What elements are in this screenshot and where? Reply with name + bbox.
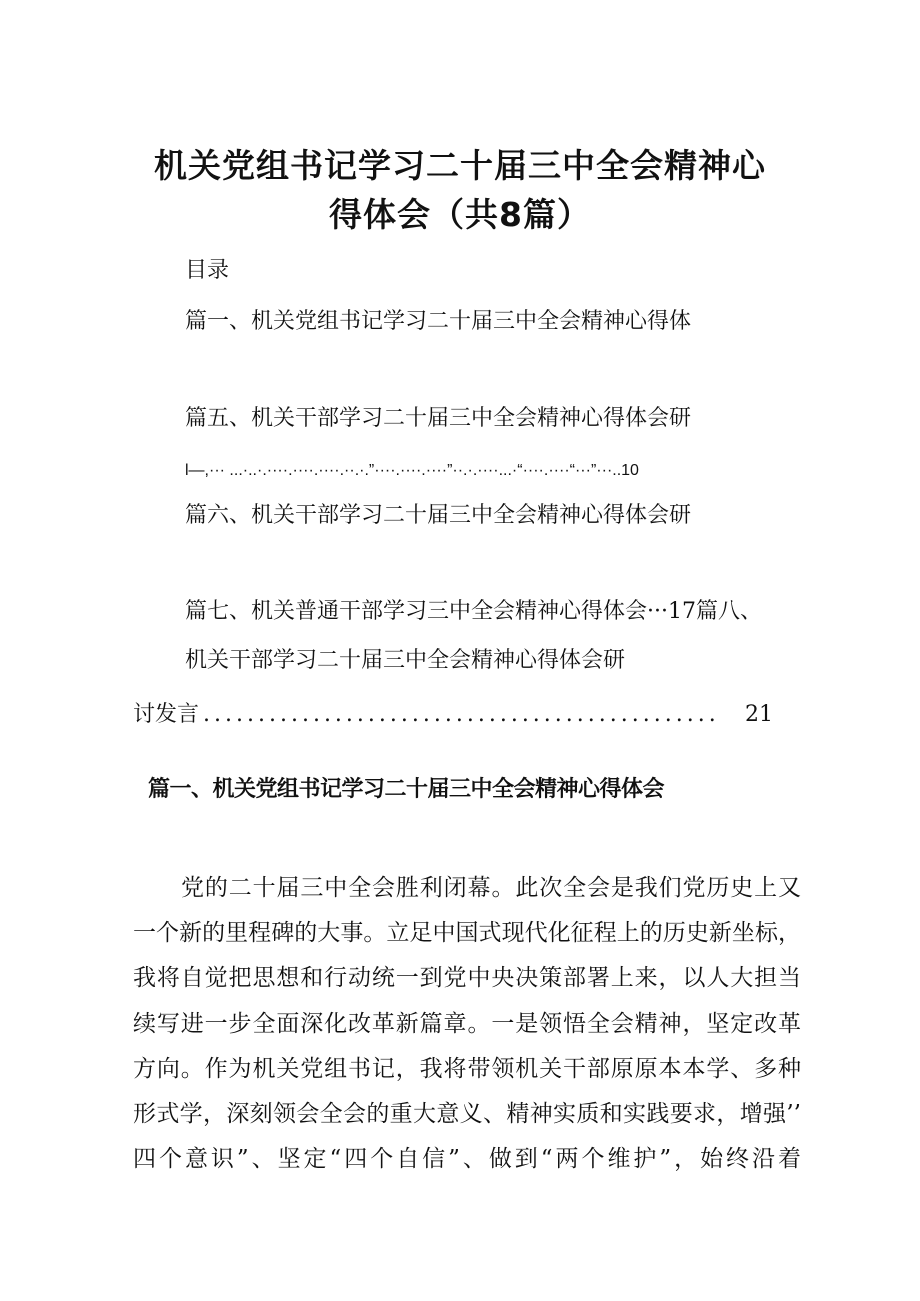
toc-entry-7: 篇七、机关普通干部学习三中全会精神心得体会···17篇八、: [185, 599, 762, 624]
toc-entry-5-leader: l—,··· ...·..·.····.····.····.··.·.”····.····.····”··.·.····...·“····.····“···”···..10: [185, 462, 639, 479]
paragraph-line: 我将自觉把思想和行动统一到党中央决策部署上来，以人大担当: [133, 965, 801, 992]
paragraph-line: 四个意识”、坚定“四个自信”、做到“两个维护”，始终沿着: [133, 1146, 801, 1173]
paragraph-line: 续写进一步全面深化改革新篇章。一是领悟全会精神，坚定改革: [133, 1010, 801, 1037]
toc-entry-8: 机关干部学习二十届三中全会精神心得体会研: [185, 648, 626, 673]
toc-entry-5: 篇五、机关干部学习二十届三中全会精神心得体会研: [185, 406, 692, 431]
body-paragraph: [133, 866, 801, 1182]
document-title-line-2: 得体会（共8篇）: [329, 195, 591, 234]
toc-entry-6: 篇六、机关干部学习二十届三中全会精神心得体会研: [185, 503, 692, 528]
toc-label: 目录: [185, 258, 230, 283]
toc-leader-dots: ...............................................: [203, 702, 720, 727]
paragraph-line: 党的二十届三中全会胜利闭幕。此次全会是我们党历史上又: [181, 875, 801, 901]
toc-entry-8-continued: [133, 697, 773, 728]
paragraph-line: 形式学，深刻领会全会的重大意义、精神实质和实践要求，增强’’: [133, 1100, 801, 1127]
toc-entry-8-tail: 讨发言: [133, 702, 200, 727]
paragraph-line: 方向。作为机关党组书记，我将带领机关干部原原本本学、多种: [133, 1055, 801, 1082]
toc-page-number: 21: [745, 702, 773, 727]
section-heading: 篇一、机关党组书记学习二十届三中全会精神心得体会: [148, 777, 665, 802]
paragraph-line: 一个新的里程碑的大事。立足中国式现代化征程上的历史新坐标，: [133, 920, 801, 947]
document-title-line-1: 机关党组书记学习二十届三中全会精神心: [154, 146, 766, 185]
toc-entry-1: 篇一、机关党组书记学习二十届三中全会精神心得体: [185, 309, 692, 334]
